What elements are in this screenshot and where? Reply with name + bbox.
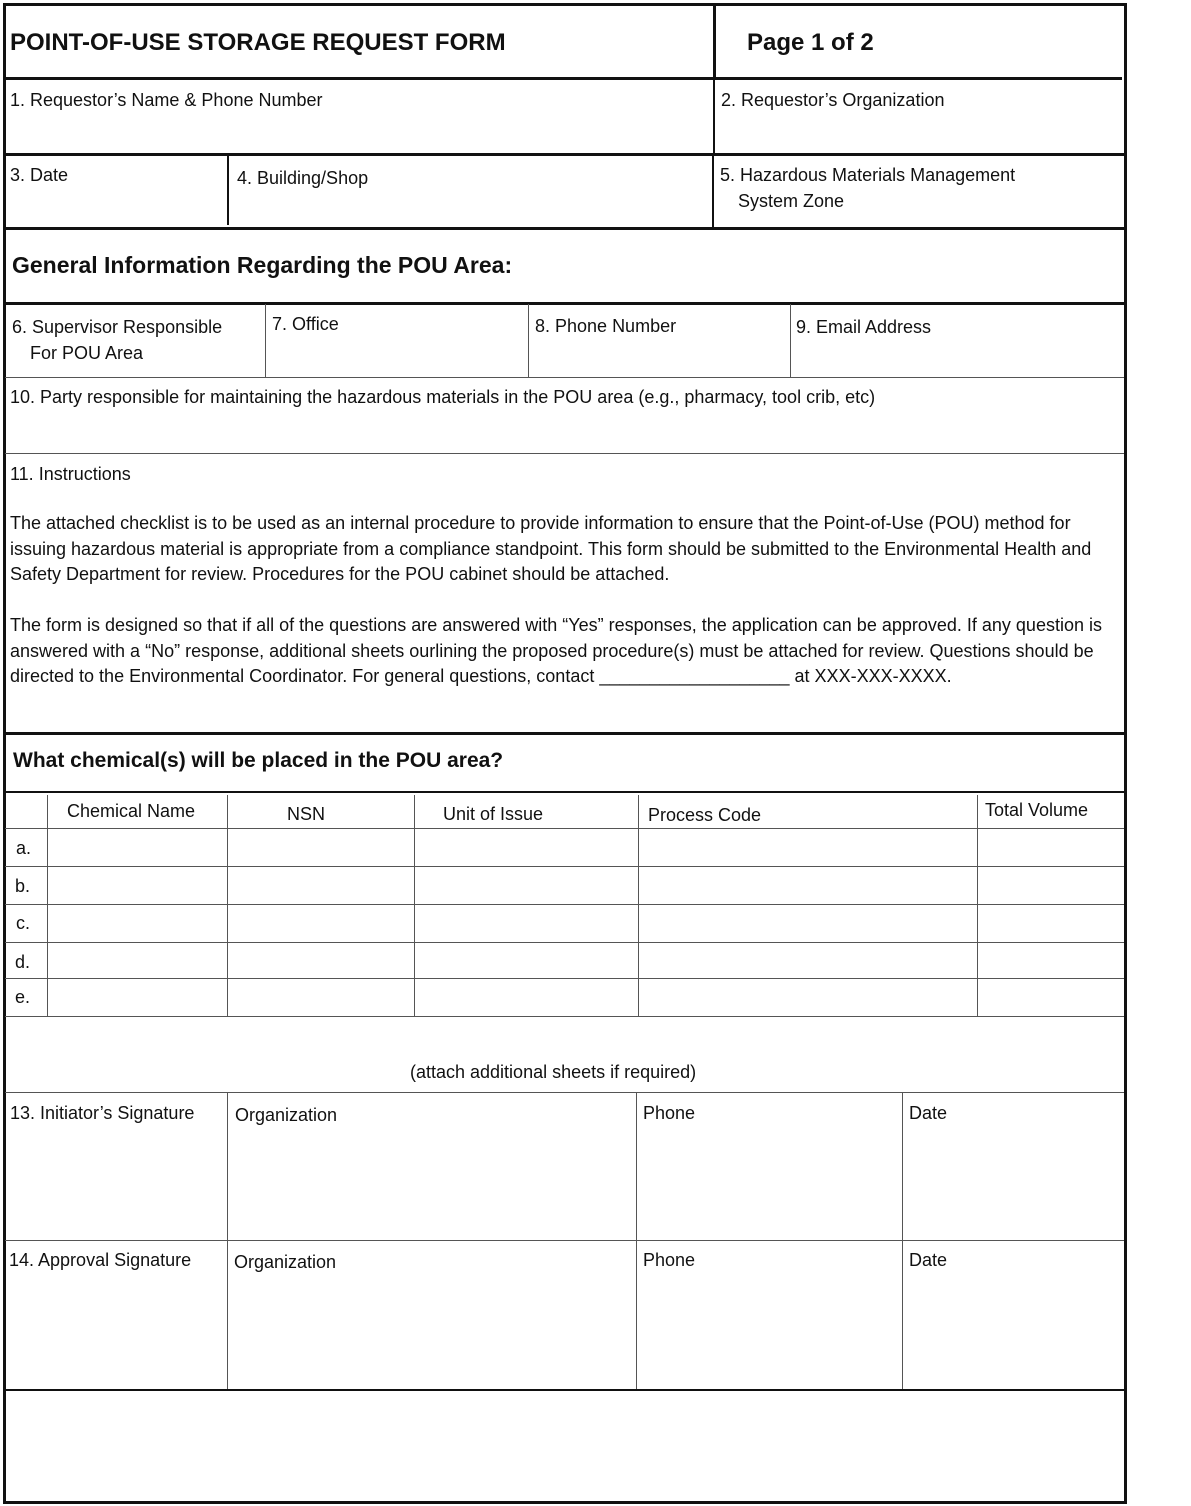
supervisor-label-line2: For POU Area <box>30 343 144 363</box>
chemicals-heading: What chemical(s) will be placed in the POU area? <box>13 749 504 772</box>
signature-row-rule <box>5 1240 1124 1241</box>
row-label-c: c. <box>16 913 31 933</box>
column-header-process-code: Process Code <box>648 805 762 825</box>
building-shop-label: 4. Building/Shop <box>237 168 369 188</box>
requestor-name-phone-label: 1. Requestor’s Name & Phone Number <box>10 90 323 110</box>
row-label-d: d. <box>15 952 31 972</box>
instructions-bottom-rule <box>5 732 1124 735</box>
note-bottom-rule <box>5 1092 1124 1093</box>
attach-sheets-note: (attach additional sheets if required) <box>410 1062 697 1082</box>
page-number-label: Page 1 of 2 <box>747 29 874 56</box>
instructions-paragraph-1: The attached checklist is to be used as an internal procedure to provide information to ensure that the Point-of-Use (POU) method for issuing hazardous material is appropriate from a compliance standpoint. This form should be submitted to the Environmental Health and Safety Department for review. Procedures for the POU cabinet should be attached. <box>10 513 1092 584</box>
table-row-rule-c <box>5 942 1124 943</box>
general-info-heading: General Information Regarding the POU Area: <box>12 252 513 278</box>
column-header-chemical-name: Chemical Name <box>67 801 196 821</box>
row2-divider-1 <box>227 155 229 225</box>
column-header-unit-of-issue: Unit of Issue <box>443 804 544 824</box>
signature-bottom-rule <box>5 1389 1124 1391</box>
supervisor-label-line1: 6. Supervisor Responsible <box>12 317 223 337</box>
office-label: 7. Office <box>272 314 339 334</box>
form-title: POINT-OF-USE STORAGE REQUEST FORM <box>10 29 506 56</box>
instructions-label: 11. Instructions <box>10 464 131 484</box>
row6-divider-3 <box>790 304 791 377</box>
hazmat-zone-label-line1: 5. Hazardous Materials Management <box>720 165 1016 185</box>
approval-phone-label: Phone <box>643 1250 696 1270</box>
initiator-phone-label: Phone <box>643 1103 696 1123</box>
column-header-total-volume: Total Volume <box>985 800 1089 820</box>
table-header-rule <box>5 828 1124 829</box>
party-responsible-label: 10. Party responsible for maintaining the hazardous materials in the POU area (e.g., pharmacy, tool crib, etc) <box>10 387 876 407</box>
phone-number-label: 8. Phone Number <box>535 316 677 336</box>
signature-col-divider-3 <box>902 1093 903 1390</box>
row-label-a: a. <box>16 838 32 858</box>
email-address-label: 9. Email Address <box>796 317 932 337</box>
hazmat-zone-label-line2: System Zone <box>738 191 845 211</box>
table-bottom-rule <box>5 1016 1124 1017</box>
approval-date-label: Date <box>909 1250 948 1270</box>
row10-bottom-rule <box>5 453 1124 454</box>
date-label: 3. Date <box>10 165 69 185</box>
table-row-rule-d <box>5 978 1124 979</box>
initiator-signature-label: 13. Initiator’s Signature <box>10 1103 195 1123</box>
requestor-organization-label: 2. Requestor’s Organization <box>721 90 945 110</box>
signature-col-divider-1 <box>227 1093 228 1390</box>
row1-divider <box>713 78 715 154</box>
column-header-nsn: NSN <box>287 804 326 824</box>
table-row-rule-b <box>5 904 1124 905</box>
initiator-date-label: Date <box>909 1103 948 1123</box>
row6-bottom-rule <box>5 377 1124 378</box>
approval-organization-label: Organization <box>234 1252 337 1272</box>
approval-signature-label: 14. Approval Signature <box>9 1250 192 1270</box>
table-row-rule-a <box>5 866 1124 867</box>
row6-divider-2 <box>528 304 529 377</box>
row6-divider-1 <box>265 304 266 377</box>
row2-bottom-rule <box>5 227 1124 230</box>
row-label-b: b. <box>15 876 31 896</box>
row-label-e: e. <box>15 987 31 1007</box>
initiator-organization-label: Organization <box>235 1105 338 1125</box>
instructions-paragraph-2: The form is designed so that if all of the questions are answered with “Yes” responses, the application can be approved. If any question is answered with a “No” response, additional sheets ourlining the proposed procedure(s) must be attached for review. Questions should be directed to the Environmental Coordinator. For general questions, contact ___________________ at XXX-XXX-XXXX. <box>10 615 1102 686</box>
header-divider <box>713 5 716 78</box>
signature-col-divider-2 <box>636 1093 637 1390</box>
row2-divider-2 <box>712 155 714 227</box>
